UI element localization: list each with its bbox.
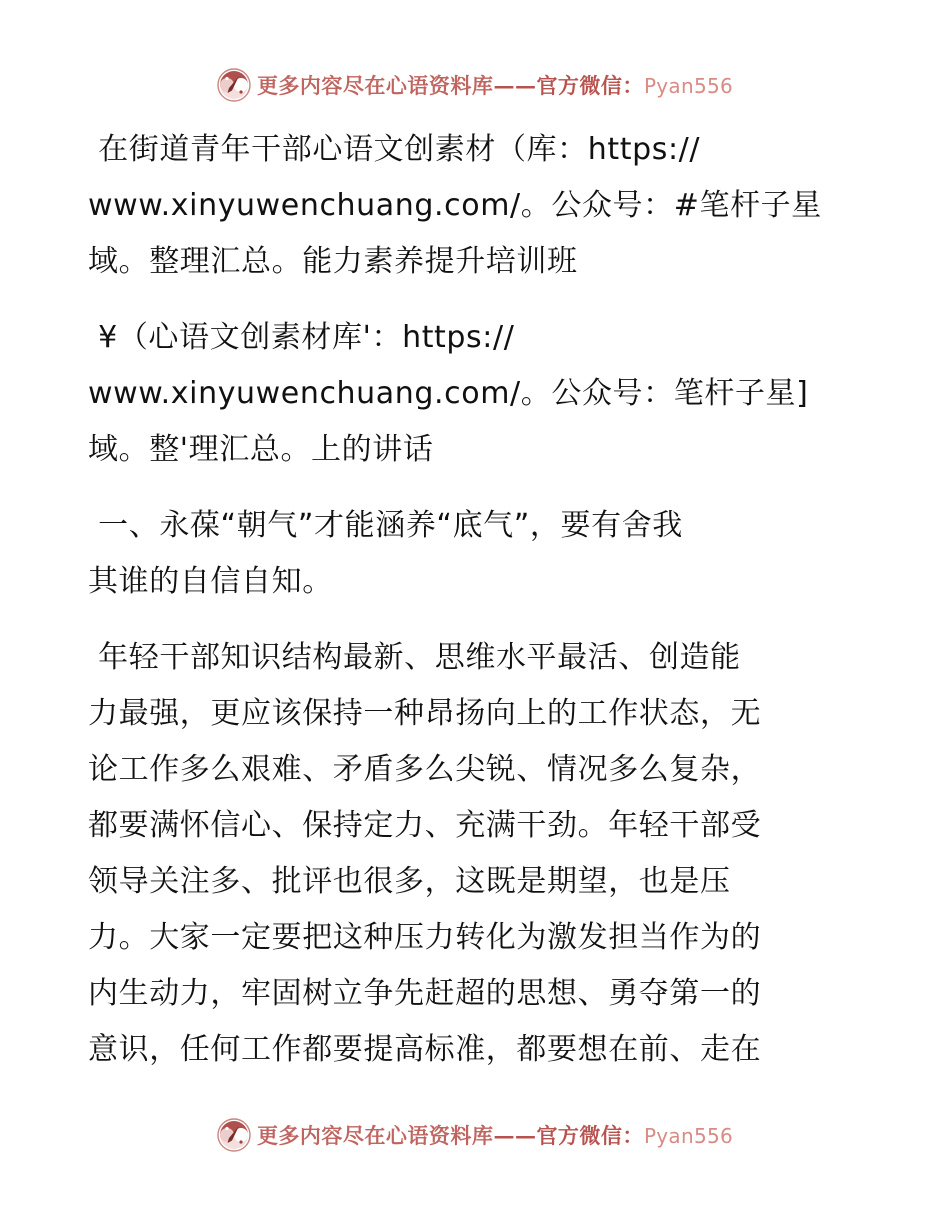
body-paragraph-line-8: 意识，任何工作都要提高标准，都要想在前、走在 [88, 1032, 762, 1067]
body-paragraph-line-1: 年轻干部知识结构最新、思维水平最活、创造能 [88, 640, 741, 675]
body-paragraph-line-7: 内生动力，牢固树立争先赶超的思想、勇夺第一的 [88, 976, 762, 1011]
watermark-text-wechat-id: Pyan556 [643, 73, 734, 98]
spacer [88, 290, 863, 310]
paragraph-title-block-1-line3: 域。整理汇总。能力素养提升培训班 [88, 244, 578, 279]
brush-circle-logo-icon [217, 1118, 251, 1152]
footer-watermark [0, 1118, 950, 1152]
watermark-text-main: 更多内容尽在心语资料库 [256, 1122, 494, 1148]
paragraph-title-block-1-line2: www.xinyuwenchuang.com/。公众号：#笔杆子星 [88, 188, 822, 223]
spacer [88, 478, 863, 498]
paragraph-title-block-2: ¥（心语文创素材库'：https:// [88, 320, 515, 355]
watermark-text [256, 72, 734, 98]
spacer [88, 610, 863, 630]
document-content [88, 122, 863, 1078]
watermark-text-wechat-id: Pyan556 [643, 1123, 734, 1148]
header-watermark [0, 68, 950, 102]
body-paragraph-line-5: 领导关注多、批评也很多，这既是期望，也是压 [88, 864, 731, 899]
watermark-text-wechat-label: ——官方微信： [493, 72, 644, 98]
body-paragraph-line-3: 论工作多么艰难、矛盾多么尖锐、情况多么复杂， [88, 752, 762, 787]
section-heading-1-line2: 其谁的自信自知。 [88, 564, 333, 599]
section-heading-1: 一、永葆“朝气”才能涵养“底气”，要有舍我 [88, 508, 683, 543]
watermark-text-wechat-label: ——官方微信： [493, 1122, 644, 1148]
watermark-text-main: 更多内容尽在心语资料库 [256, 72, 494, 98]
body-paragraph-line-4: 都要满怀信心、保持定力、充满干劲。年轻干部受 [88, 808, 762, 843]
paragraph-title-block-2-line3: 域。整'理汇总。上的讲话 [88, 432, 434, 467]
brush-circle-logo-icon [217, 68, 251, 102]
body-paragraph-line-6: 力。大家一定要把这种压力转化为激发担当作为的 [88, 920, 762, 955]
paragraph-title-block-1: 在街道青年干部心语文创素材（库：https:// [88, 132, 701, 167]
paragraph-title-block-2-line2: www.xinyuwenchuang.com/。公众号：笔杆子星] [88, 376, 809, 411]
body-paragraph-line-2: 力最强，更应该保持一种昂扬向上的工作状态，无 [88, 696, 762, 731]
watermark-text [256, 1122, 734, 1148]
